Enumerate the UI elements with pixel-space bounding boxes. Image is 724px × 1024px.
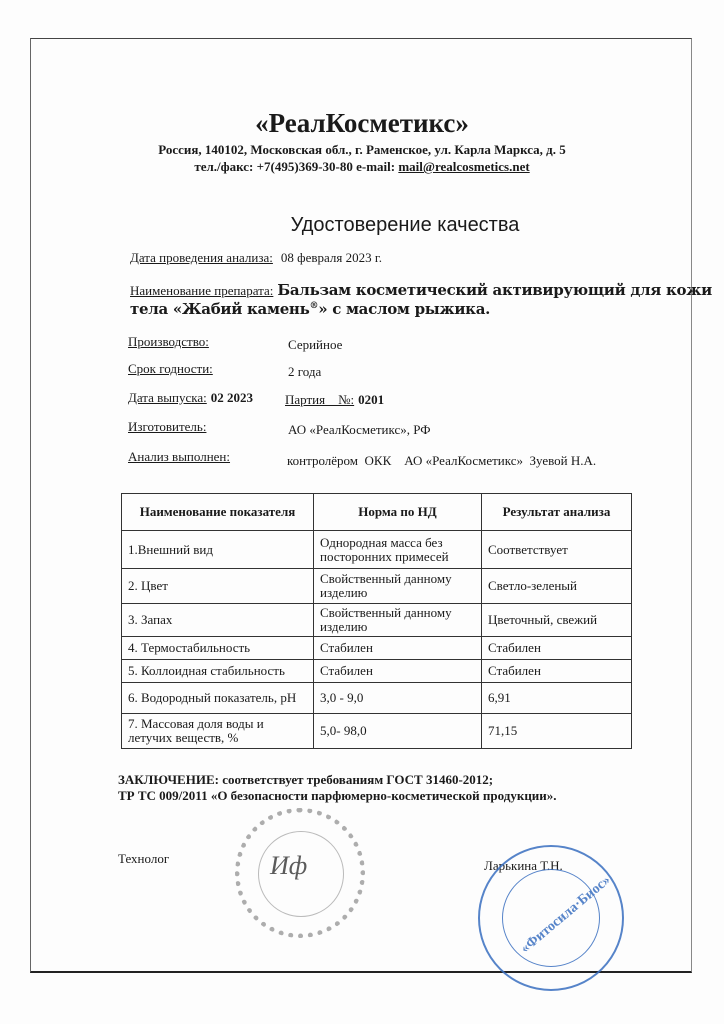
norm-cell: Стабилен: [314, 637, 482, 660]
table-row: [122, 604, 632, 637]
shelf-life-label: Срок годности:: [128, 361, 213, 376]
norm-cell: 5,0- 98,0: [314, 714, 482, 749]
product-name-part: » с маслом рыжика.: [318, 300, 491, 318]
shelf-life-value: 2 года: [288, 364, 322, 379]
result-cell: Цветочный, свежий: [482, 604, 632, 637]
result-cell: 6,91: [482, 683, 632, 714]
indicator-cell: 1.Внешний вид: [122, 531, 314, 569]
company-address: Россия, 140102, Московская обл., г. Раменское, ул. Карла Маркса, д. 5: [158, 142, 566, 157]
column-header: Результат анализа: [482, 494, 632, 531]
performed-label: Анализ выполнен:: [128, 449, 231, 464]
product-label: Наименование препарата:: [130, 283, 274, 298]
table-row: [122, 637, 632, 660]
table-row: [122, 683, 632, 714]
product-name-line1: Бальзам косметический активирующий для кожи: [277, 281, 712, 299]
indicator-cell: 5. Коллоидная стабильность: [122, 660, 314, 683]
norm-cell: Однородная масса без посторонних примесей: [314, 531, 482, 569]
product-name-line2: [130, 300, 490, 318]
norm-cell: Стабилен: [314, 660, 482, 683]
release-label: Дата выпуска:: [128, 390, 207, 405]
result-cell: Стабилен: [482, 660, 632, 683]
indicator-cell: 2. Цвет: [122, 569, 314, 604]
analysis-table: [121, 493, 632, 749]
conclusion-line2: ТР ТС 009/2011 «О безопасности парфюмерно-косметической продукции».: [118, 788, 557, 803]
signature-role: Технолог: [118, 851, 170, 866]
result-cell: Стабилен: [482, 637, 632, 660]
manufacturer-label: Изготовитель:: [128, 419, 207, 434]
result-cell: Светло-зеленый: [482, 569, 632, 604]
supplier-stamp: «Фитосила·Биос»: [478, 845, 624, 991]
norm-cell: 3,0 - 9,0: [314, 683, 482, 714]
analysis-date-label: Дата проведения анализа:: [130, 250, 273, 265]
norm-cell: Свойственный данному изделию: [314, 569, 482, 604]
analysis-date: 08 февраля 2023 г.: [280, 250, 382, 265]
production-value: Серийное: [288, 337, 343, 352]
table-row: [122, 714, 632, 749]
performed-value: контролёром ОКК АО «РеалКосметикс» Зуевой Н.А.: [287, 453, 597, 468]
column-header: Наименование показателя: [122, 494, 314, 531]
table-row: [122, 531, 632, 569]
company-contacts: [0, 159, 724, 175]
batch-value: 0201: [358, 392, 385, 407]
column-header: Норма по НД: [314, 494, 482, 531]
result-cell: 71,15: [482, 714, 632, 749]
indicator-cell: 6. Водородный показатель, pH: [122, 683, 314, 714]
batch-label: Партия №:: [285, 392, 355, 407]
norm-cell: Свойственный данному изделию: [314, 604, 482, 637]
release-value: 02 2023: [210, 390, 254, 405]
conclusion-line1: ЗАКЛЮЧЕНИЕ: соответствует требованиям ГОСТ 31460-2012;: [118, 772, 494, 787]
indicator-cell: 4. Термостабильность: [122, 637, 314, 660]
indicator-cell: 3. Запах: [122, 604, 314, 637]
email-link[interactable]: mail@realcosmetics.net: [398, 159, 530, 174]
product-name-part: тела «Жабий камень: [130, 300, 310, 318]
table-row: [122, 569, 632, 604]
signature-name: Ларькина Т.Н.: [484, 858, 563, 873]
table-header-row: [122, 494, 632, 531]
document-title: Удостоверение качества: [290, 214, 520, 236]
company-name: «РеалКосметикс»: [255, 108, 469, 138]
production-label: Производство:: [128, 334, 209, 349]
manufacturer-value: АО «РеалКосметикс», РФ: [288, 422, 431, 437]
company-stamp: Иф: [235, 808, 365, 938]
table-row: [122, 660, 632, 683]
contacts-text: тел./факс: +7(495)369-30-80 e-mail:: [194, 159, 399, 174]
result-cell: Соответствует: [482, 531, 632, 569]
registered-mark: ®: [309, 301, 319, 311]
indicator-cell: 7. Массовая доля воды и летучих веществ, %: [122, 714, 314, 749]
